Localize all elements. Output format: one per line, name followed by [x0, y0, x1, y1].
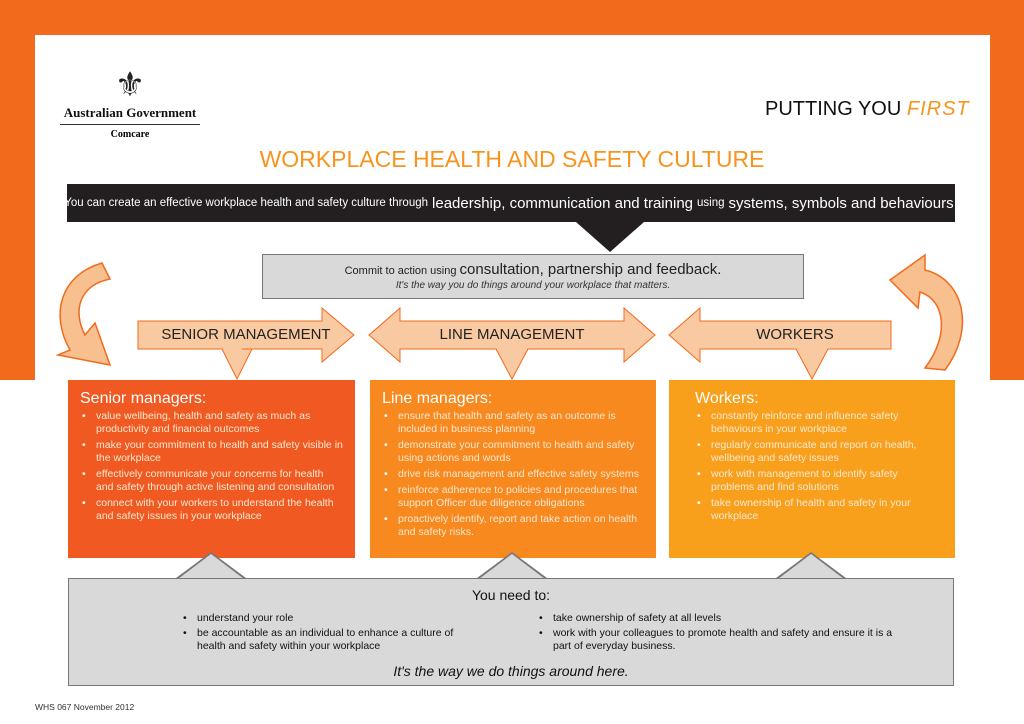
line-managers-box	[370, 380, 656, 558]
agency-name: Comcare	[110, 129, 150, 140]
australian-government-logo	[60, 65, 200, 140]
list-item: • proactively identify, report and take action on health and safety risks.	[382, 513, 644, 539]
role-label-senior: SENIOR MANAGEMENT	[161, 326, 331, 343]
commit-subtext: It's the way you do things around your workplace that matters.	[395, 280, 671, 291]
commit-emphasis: consultation, partnership and feedback.	[459, 261, 722, 278]
list-item: • value wellbeing, health and safety as much as productivity and financial outcomes	[80, 410, 343, 436]
list-item: • drive risk management and effective safety systems	[382, 468, 644, 481]
list-item: • take ownership of health and safety in your workplace	[695, 497, 943, 523]
footer-code: WHS 067 November 2012	[35, 702, 135, 712]
list-item: • make your commitment to health and safety visible in the workplace	[80, 439, 343, 465]
commit-box	[262, 254, 804, 299]
page-title: WORKPLACE HEALTH AND SAFETY CULTURE	[259, 146, 765, 172]
up-arrow-icon	[477, 552, 547, 578]
tagline: It's the way we do things around here.	[393, 663, 629, 679]
role-label-line: LINE MANAGEMENT	[439, 326, 585, 343]
list-item: • reinforce adherence to policies and procedures that support Officer due diligence obligations	[382, 484, 644, 510]
banner-text-3: using	[697, 197, 725, 209]
slogan	[765, 98, 970, 121]
role-arrow-line	[368, 307, 656, 363]
workers-box	[669, 380, 955, 558]
banner-text-4: systems, symbols and behaviours.	[728, 194, 958, 212]
up-arrow-icon	[176, 552, 246, 578]
role-arrow-workers	[668, 307, 892, 363]
need-heading: You need to:	[471, 587, 551, 603]
banner-text-1: You can create an effective workplace health and safety culture through	[64, 197, 429, 209]
box-heading: Workers:	[695, 390, 759, 407]
list-item: • ensure that health and safety as an outcome is included in business planning	[382, 410, 644, 436]
slogan-emphasis: FIRST	[906, 98, 970, 120]
list-item: • work with your colleagues to promote health and safety and ensure it is a part of everyday business.	[535, 627, 905, 653]
commit-prefix: Commit to action using	[344, 265, 457, 277]
down-arrow-icon	[576, 222, 644, 252]
list-item: • be accountable as an individual to enhance a culture of health and safety within your workplace	[179, 627, 479, 653]
up-arrow-icon	[776, 552, 846, 578]
intro-banner	[64, 184, 958, 222]
senior-managers-box	[68, 380, 355, 558]
banner-text-2: leadership, communication and training	[432, 194, 693, 212]
list-item: • work with management to identify safety problems and find solutions	[695, 468, 943, 494]
role-arrow-senior	[137, 307, 355, 363]
list-item: • constantly reinforce and influence safety behaviours in your workplace	[695, 410, 943, 436]
list-item: • effectively communicate your concerns for health and safety through active listening and consultation	[80, 468, 343, 494]
list-item: • regularly communicate and report on health, wellbeing and safety issues	[695, 439, 943, 465]
coat-of-arms-icon: ⚜	[114, 66, 146, 104]
list-item: • take ownership of safety at all levels	[535, 612, 905, 625]
slogan-prefix: PUTTING YOU	[765, 98, 902, 120]
list-item: • demonstrate your commitment to health and safety using actions and words	[382, 439, 644, 465]
box-heading: Senior managers:	[80, 390, 207, 407]
box-heading: Line managers:	[382, 390, 493, 407]
list-item: • understand your role	[179, 612, 479, 625]
role-label-workers: WORKERS	[756, 326, 834, 343]
curved-arrow-left-icon	[40, 255, 120, 370]
org-name: Australian Government	[60, 105, 200, 125]
list-item: • connect with your workers to understand the health and safety issues in your workplace	[80, 497, 343, 523]
you-need-to-box	[68, 578, 954, 686]
